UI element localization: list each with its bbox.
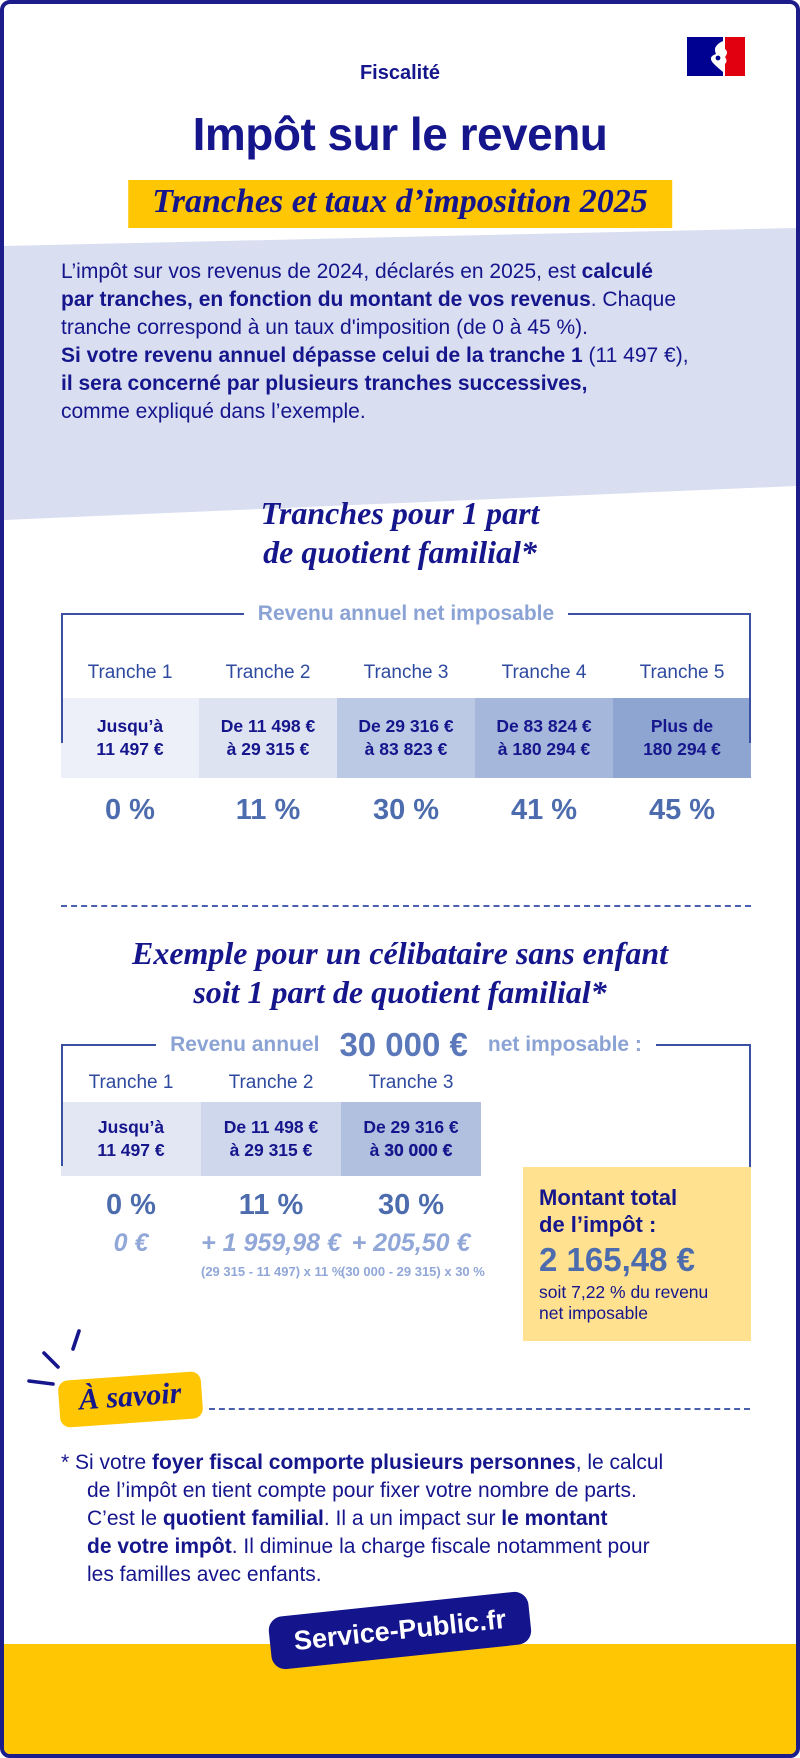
table1-column-4	[475, 662, 613, 827]
range-line1: De 29 316 €	[358, 716, 454, 736]
column-label: Tranche 5	[639, 662, 725, 683]
table1-bracket	[61, 602, 751, 626]
service-public-brand-badge: Service-Public.fr	[267, 1590, 532, 1670]
section1-heading-line2: de quotient familial*	[263, 534, 537, 570]
total-note	[539, 1282, 735, 1324]
footnote-paragraph: * Si votre foyer fiscal comporte plusieurs personnes, le calcul de l’impôt en tient compte pour fixer votre nombre de parts. C’est le quotient familial. Il a un impact sur le montant de votre impôt. Il diminue la charge fiscale notamment pour les familles avec enfants.	[61, 1451, 664, 1586]
column-label: Tranche 4	[501, 662, 587, 683]
bracket-line-right	[656, 1044, 751, 1046]
tax-amount: + 1 959,98 €	[201, 1229, 341, 1257]
table1-columns	[61, 662, 751, 827]
column-label: Tranche 3	[363, 662, 449, 683]
range-line1: De 11 498 €	[220, 716, 316, 736]
tax-formula: (30 000 - 29 315) x 30 %	[341, 1264, 485, 1279]
section2-heading-line1: Exemple pour un célibataire sans enfant	[131, 935, 669, 971]
category-label: Fiscalité	[359, 62, 441, 84]
total-title	[539, 1184, 735, 1238]
column-label: Tranche 2	[225, 662, 311, 683]
table1-column-5	[613, 662, 751, 827]
total-tax-box	[523, 1167, 751, 1341]
column-label: Tranche 1	[88, 1072, 174, 1093]
table2-column-2	[201, 1072, 344, 1279]
range-line2: 11 497 €	[96, 739, 164, 759]
total-note-line1: soit 7,22 % du revenu	[539, 1282, 709, 1302]
rate-value: 41 %	[510, 794, 578, 826]
range-line2: à 83 823 €	[364, 739, 448, 759]
tax-amount: + 205,50 €	[351, 1229, 471, 1257]
example-table	[61, 1026, 751, 1323]
tax-formula: (29 315 - 11 497) x 11 %	[201, 1264, 344, 1279]
bracket-line-left	[61, 613, 244, 615]
section1-heading-line1: Tranches pour 1 part	[260, 495, 540, 531]
intro-paragraph: L’impôt sur vos revenus de 2024, déclarés en 2025, est calculé par tranches, en fonction du montant de vos revenus. Chaque tranche correspond à un taux d'imposition (de 0 à 45 %). Si votre revenu annuel dépasse celui de la tranche 1 (11 497 €), il sera concerné par plusieurs tranches successives, comme expliqué dans l’exemple.	[61, 260, 689, 423]
page-title: Impôt sur le revenu	[192, 108, 608, 160]
subtitle-banner: Tranches et taux d’imposition 2025	[128, 180, 672, 228]
column-label: Tranche 1	[87, 662, 173, 683]
table1-column-2	[199, 662, 337, 827]
section2-heading-line2: soit 1 part de quotient familial*	[193, 974, 607, 1010]
range-cell	[201, 1102, 341, 1176]
rate-value: 45 %	[648, 794, 716, 826]
total-title-line2: de l’impôt :	[539, 1212, 657, 1237]
total-note-line2: net imposable	[539, 1303, 648, 1323]
dashed-line	[209, 1408, 750, 1410]
rate-value: 0 %	[106, 1189, 156, 1221]
range-cell	[199, 698, 337, 778]
table1-column-3	[337, 662, 475, 827]
range-line1: De 83 824 €	[496, 716, 592, 736]
bracket-line-left	[61, 1044, 156, 1046]
total-amount: 2 165,48 €	[539, 1241, 695, 1278]
range-cell	[341, 1102, 481, 1176]
rate-value: 11 %	[235, 794, 301, 826]
table2-column-3	[341, 1072, 485, 1279]
range-line1: De 11 498 €	[223, 1117, 319, 1137]
range-line2: 11 497 €	[97, 1140, 165, 1160]
range-line2: à 29 315 €	[229, 1140, 313, 1160]
bracket-stub-left	[61, 613, 63, 743]
a-savoir-badge: À savoir	[58, 1371, 203, 1428]
total-title-line1: Montant total	[539, 1185, 678, 1210]
range-cell	[475, 698, 613, 778]
range-line1: Jusqu’à	[97, 1117, 165, 1137]
tax-brackets-table	[61, 602, 751, 827]
column-label: Tranche 3	[368, 1072, 454, 1093]
range-cell	[61, 698, 199, 778]
tax-amount: 0 €	[113, 1229, 149, 1257]
revenue-amount: 30 000 €	[339, 1026, 468, 1063]
table2-column-1	[61, 1072, 201, 1279]
column-label: Tranche 2	[228, 1072, 314, 1093]
bracket-stub-right	[749, 613, 751, 743]
section1-heading	[4, 494, 796, 572]
range-line1: De 29 316 €	[363, 1117, 459, 1137]
rate-value: 11 %	[238, 1189, 304, 1221]
table2-bracket	[61, 1026, 751, 1064]
table1-column-1	[61, 662, 199, 827]
section2-heading	[4, 934, 796, 1012]
range-cell	[61, 1102, 201, 1176]
revenue-prefix: Revenu annuel	[170, 1033, 320, 1056]
revenue-suffix: net imposable :	[487, 1033, 642, 1056]
range-line2: à 30 000 €	[369, 1140, 453, 1160]
footer-band	[4, 1644, 796, 1754]
range-line2: à 180 294 €	[497, 739, 591, 759]
bracket-stub-left	[61, 1046, 63, 1166]
range-cell	[613, 698, 751, 778]
range-cell	[337, 698, 475, 778]
range-line1: Plus de	[650, 716, 714, 736]
dashed-divider	[61, 905, 751, 907]
range-line1: Jusqu’à	[96, 716, 164, 736]
rate-value: 0 %	[105, 794, 155, 826]
rate-value: 30 %	[372, 794, 440, 826]
table1-bracket-label: Revenu annuel net imposable	[257, 602, 555, 625]
range-line2: 180 294 €	[643, 739, 721, 759]
bracket-line-right	[568, 613, 751, 615]
range-line2: à 29 315 €	[226, 739, 310, 759]
rate-value: 30 %	[377, 1189, 445, 1221]
